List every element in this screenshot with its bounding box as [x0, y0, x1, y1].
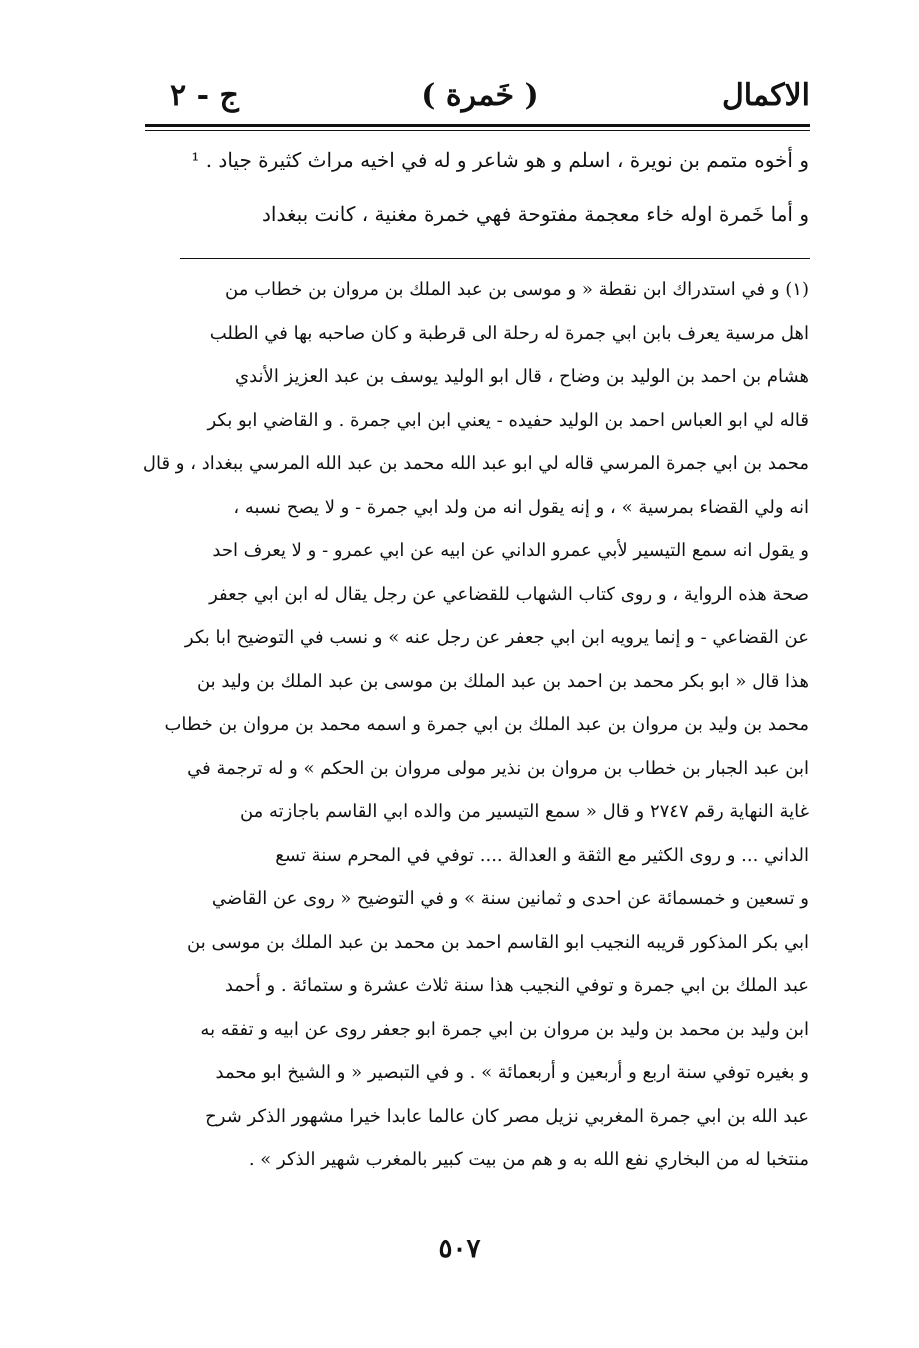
- footnote-line: عبد الملك بن ابي جمرة و توفي النجيب هذا سنة ثلاث عشرة و ستمائة . و أحمد: [224, 975, 809, 996]
- footnote-line: صحة هذه الرواية ، و روى كتاب الشهاب للقضاعي عن رجل يقال له ابن ابي جعفر: [209, 583, 809, 605]
- footnote-line: ابن عبد الجبار بن خطاب بن مروان بن نذير مولى مروان بن الحكم » و له ترجمة في: [187, 757, 809, 779]
- running-header: [150, 78, 810, 128]
- footnote-line: (١) و في استدراك ابن نقطة « و موسى بن عبد الملك بن مروان بن خطاب من: [225, 279, 809, 300]
- footnote-line: اهل مرسية يعرف بابن ابي جمرة له رحلة الى قرطبة و كان صاحبه بها في الطلب: [209, 322, 809, 344]
- footnote-line: منتخبا له من البخاري نفع الله به و هم من بيت كبير بالمغرب شهير الذكر » .: [248, 1149, 809, 1170]
- footnote-block: [109, 268, 809, 1182]
- footnote-line: غاية النهاية رقم ٢٧٤٧ و قال « سمع التيسير من والده ابي القاسم باجازته من: [239, 801, 809, 822]
- footnote-line: الداني ... و روى الكثير مع الثقة و العدالة .... توفي في المحرم سنة تسع: [275, 844, 809, 866]
- volume-label: ج - ٢: [170, 78, 239, 113]
- header-rule-thin: [145, 130, 810, 131]
- footnote-separator: [180, 258, 810, 259]
- footnote-line: محمد بن ابي جمرة المرسي قاله لي ابو عبد الله محمد بن عبد الله المرسي ببغداد ، و قال: [142, 453, 809, 474]
- footnote-line: و بغيره توفي سنة اربع و أربعين و أربعمائة » . و في التبصير « و الشيخ ابو محمد: [215, 1062, 809, 1083]
- main-text-line: و أخوه متمم بن نويرة ، اسلم و هو شاعر و له في اخيه مراث كثيرة جياد . ¹: [191, 148, 809, 172]
- footnote-line: عن القضاعي - و إنما يرويه ابن ابي جعفر عن رجل عنه » و نسب في التوضيح ابا بكر: [184, 627, 809, 648]
- footnote-line: و يقول انه سمع التيسير لأبي عمرو الداني عن ابيه عن ابي عمرو - و لا يعرف احد: [212, 540, 809, 561]
- main-text-line: و أما خَمرة اوله خاء معجمة مفتوحة فهي خمرة مغنية ، كانت ببغداد: [261, 202, 809, 226]
- page-number: ٥٠٧: [438, 1234, 481, 1264]
- footnote-line: هشام بن احمد بن الوليد بن وضاح ، قال ابو الوليد يوسف بن عبد العزيز الأندي: [235, 366, 809, 387]
- footnote-line: انه ولي القضاء بمرسية » ، و إنه يقول انه من ولد ابي جمرة - و لا يصح نسبه ،: [233, 496, 809, 518]
- footnote-line: ابن وليد بن محمد بن وليد بن مروان بن ابي جمرة ابو جعفر روى عن ابيه و تفقه به: [200, 1018, 809, 1040]
- header-rule-thick: [145, 124, 810, 127]
- footnote-line: و تسعين و خمسمائة عن احدى و ثمانين سنة » و في التوضيح « روى عن القاضي: [211, 888, 809, 909]
- footnote-line: عبد الله بن ابي جمرة المغربي نزيل مصر كان عالما عابدا خيرا مشهور الذكر شرح: [205, 1105, 809, 1127]
- entry-heading: ( خَمرة ): [421, 78, 539, 113]
- book-title: الاكمال: [721, 78, 810, 113]
- footnote-line: محمد بن وليد بن مروان بن عبد الملك بن ابي جمرة و اسمه محمد بن مروان بن خطاب: [164, 714, 809, 735]
- footnote-line: قاله لي ابو العباس احمد بن الوليد حفيده - يعني ابن ابي جمرة . و القاضي ابو بكر: [207, 409, 809, 431]
- footnote-line: هذا قال « ابو بكر محمد بن احمد بن عبد الملك بن موسى بن عبد الملك بن وليد بن: [196, 670, 809, 692]
- footnote-line: ابي بكر المذكور قريبه النجيب ابو القاسم احمد بن محمد بن عبد الملك بن موسى بن: [187, 931, 809, 953]
